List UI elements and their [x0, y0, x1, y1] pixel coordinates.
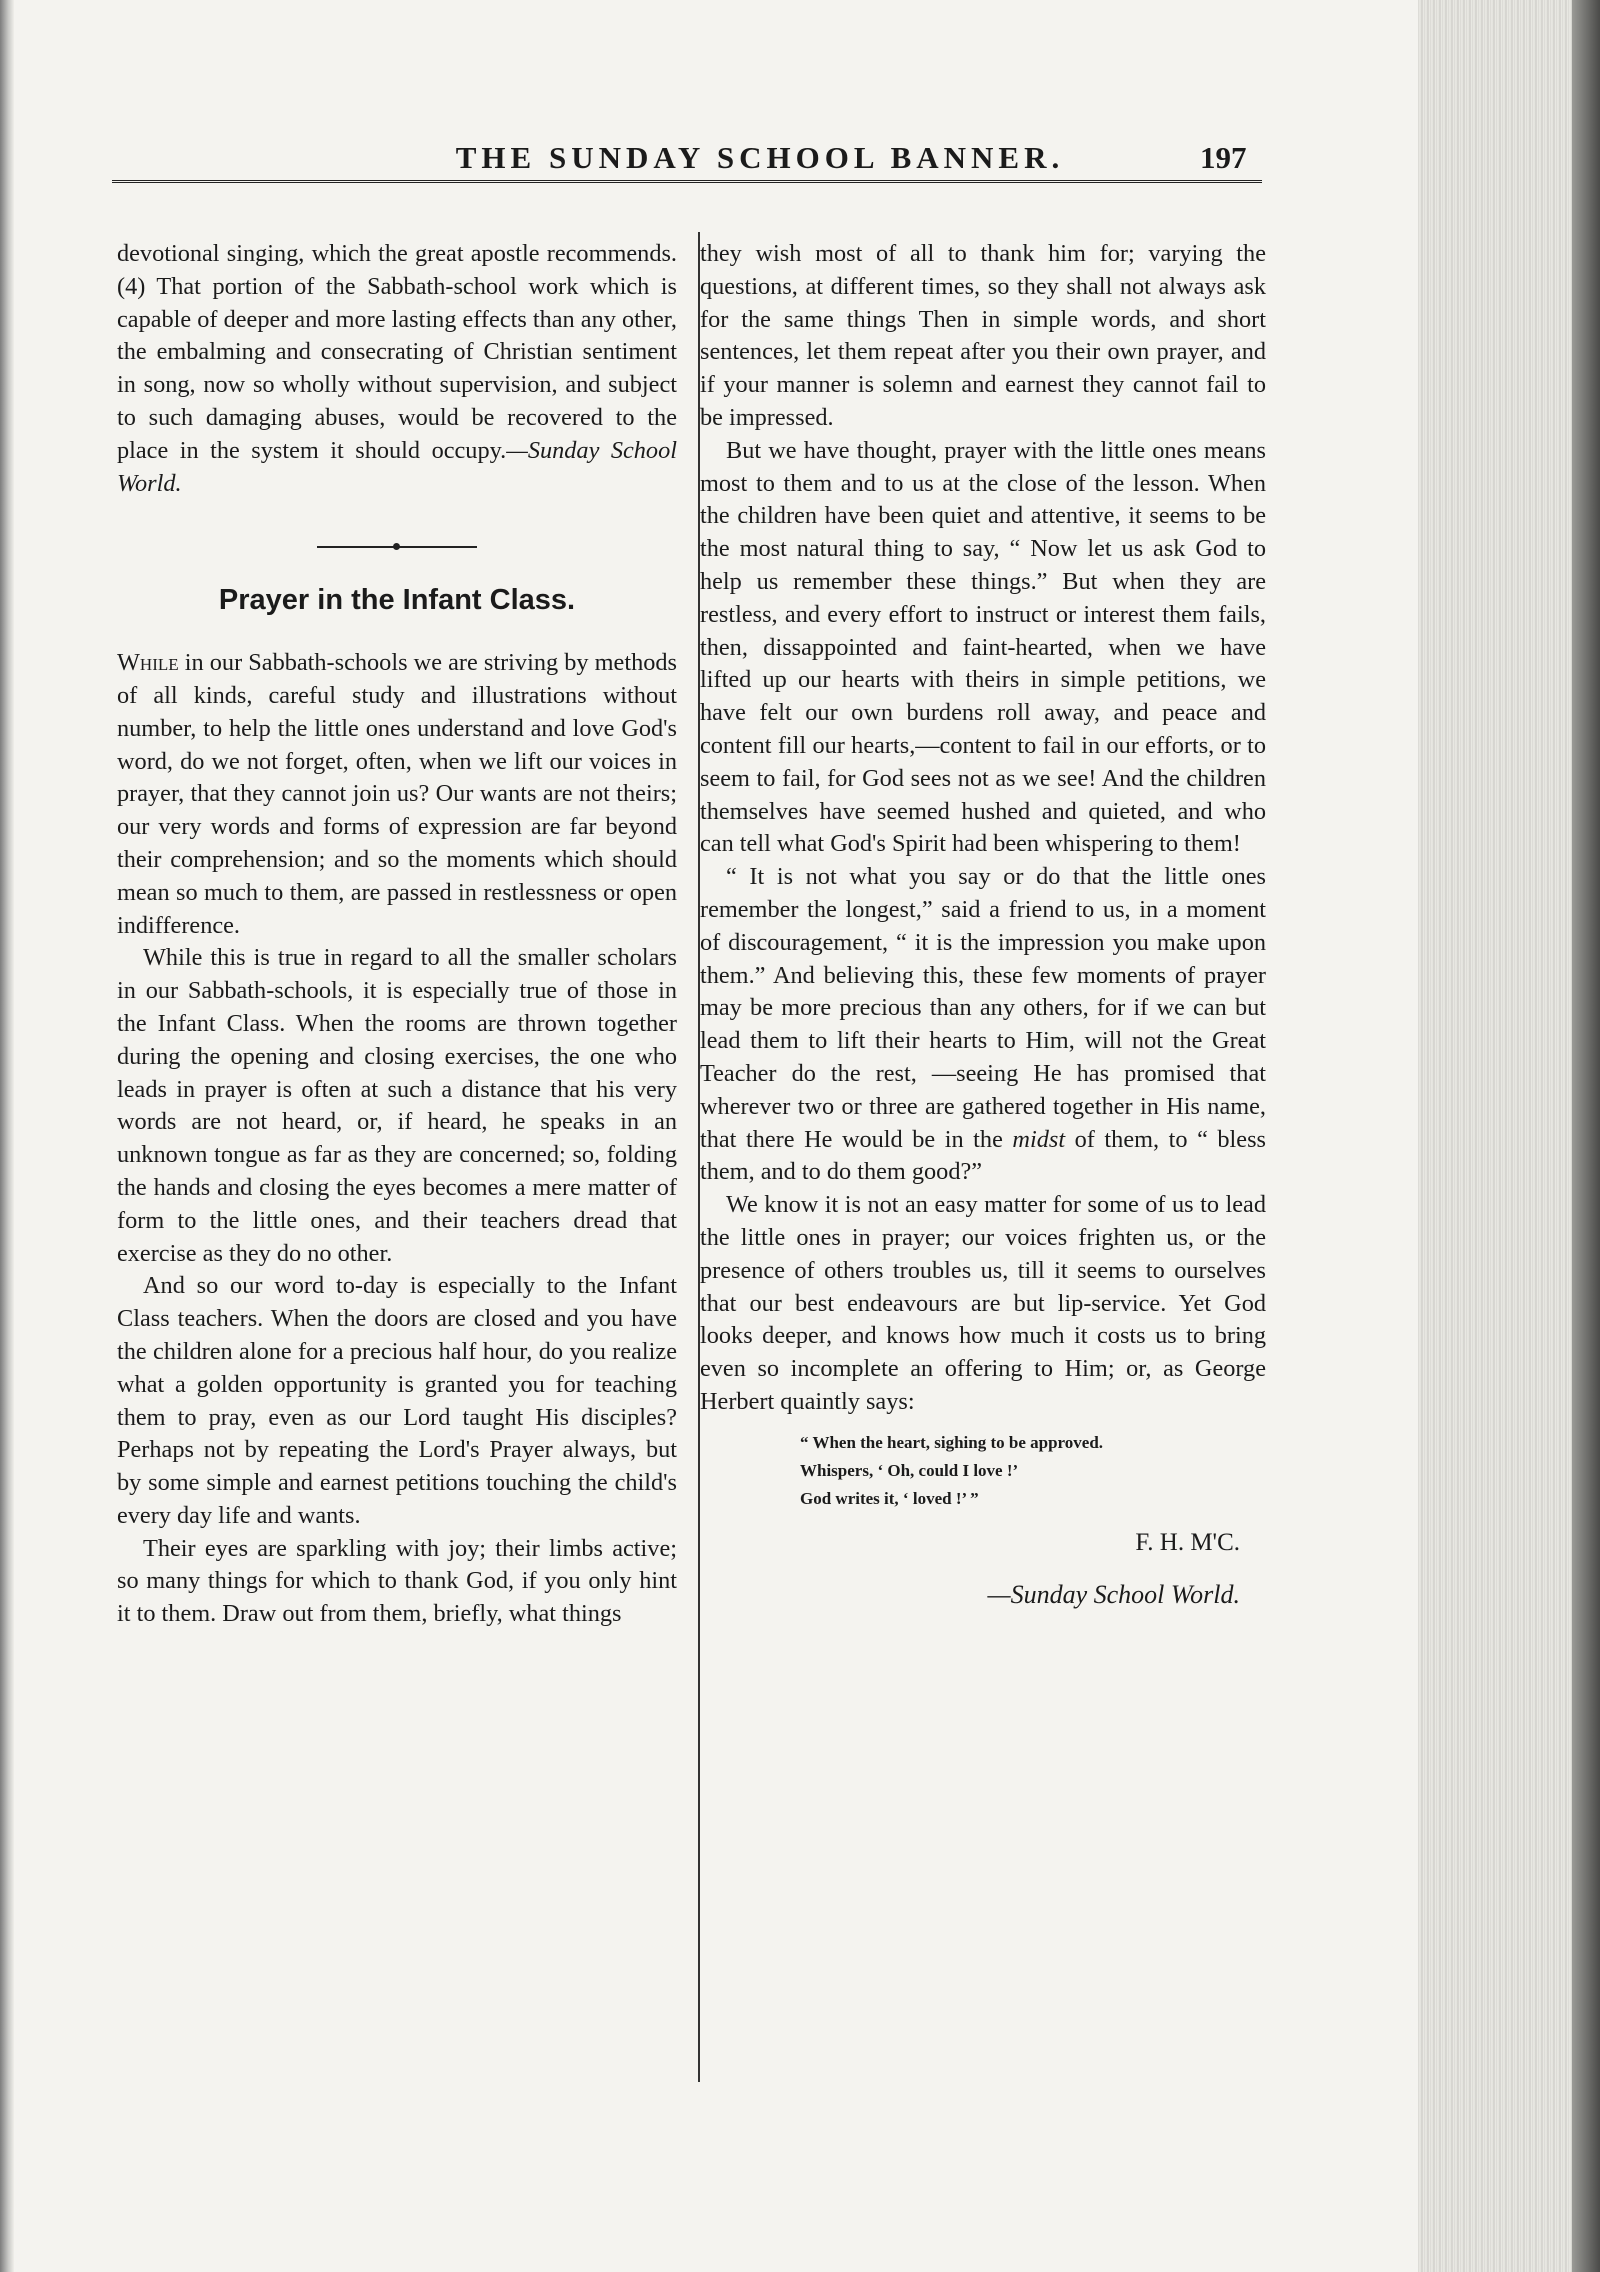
header-rule [112, 180, 1262, 183]
paragraph [700, 861, 1266, 1189]
left-column [117, 238, 677, 1631]
emphasis: midst [1012, 1125, 1066, 1153]
page-number: 197 [1200, 140, 1247, 175]
poem-quote [800, 1429, 1266, 1513]
paragraph-text: in our Sabbath-schools we are striving by methods of all kinds, careful study and illustrations without number, to help the little ones understand and love God's word, do we not forget, often, when we lift our voices in prayer, that they cannot join us? Our wants are not theirs; our very words and forms of expression are far beyond their comprehension; and so the moments which should mean so much to them, are passed in restlessness or open indifference. [117, 649, 677, 939]
running-title: THE SUNDAY SCHOOL BANNER. [455, 140, 1065, 175]
paragraph: We know it is not an easy matter for some of us to lead the little ones in prayer; our voices frighten us, or the presence of others troubles us, till it seems to ourselves that our best endeavours are but lip-service. Yet God looks deeper, and knows how much it costs us to bring even so incomplete an offering to Him; or, as George Herbert quaintly says: [700, 1191, 1266, 1415]
paragraph [117, 647, 677, 942]
paragraph-text: devotional singing, which the great apostle recommends. (4) That portion of the Sabbath-school work which is capable of deeper and more lasting effects than any other, the embalming and consecrating of Christian sentiment in song, now so wholly without supervision, and subject to such damaging abuses, would be recovered to the place in the system it should occupy. [117, 240, 677, 464]
paragraph: But we have thought, prayer with the little ones means most to them and to us at the close of the lesson. When the children have been quiet and attentive, it seems to be the most natural thing to say, “ Now let us ask God to help us remember these things.” But when they are restless, and every effort to instruct or interest them fails, then, dissappointed and faint-hearted, when we have lifted up our hearts with theirs in simple petitions, we have felt our own burdens roll away, and peace and content fill our hearts,—content to fail in our efforts, or to seem to fail, for God sees not as we see! And the children themselves have seemed hushed and quieted, and who can tell what God's Spirit had been whispering to them! [700, 436, 1266, 858]
paragraph-text: of them, to “ bless them, and to do them good?” [700, 1125, 1266, 1186]
right-column [700, 238, 1266, 1612]
paragraph: Their eyes are sparkling with joy; their limbs active; so many things for which to thank God, if you only hint it to them. Draw out from them, briefly, what things [117, 1534, 677, 1628]
source-credit: —Sunday School World. [117, 436, 677, 497]
section-divider [317, 546, 477, 548]
poem-line: God writes it, ‘ loved !’ ” [800, 1488, 979, 1508]
paragraph-text: “ It is not what you say or do that the little ones remember the longest,” said a friend to us, in a moment of discouragement, “ it is the impression you make upon them.” And believing this, these few moments of prayer may be more precious than any others, for if we can but lead them to lift their hearts to Him, will not the Great Teacher do the rest, —seeing He has promised that wherever two or three are gathered together in His name, that there He would be in the [700, 863, 1266, 1153]
section-title: Prayer in the Infant Class. [218, 584, 576, 617]
poem-line: “ When the heart, sighing to be approved. [800, 1432, 1104, 1452]
paragraph: While this is true in regard to all the smaller scholars in our Sabbath-schools, it is especially true of those in the Infant Class. When the rooms are thrown together during the opening and closing exercises, the one who leads in prayer is often at such a distance that his very words are not heard, or, if heard, he speaks in an unknown tongue as far as they are concerned; so, folding the hands and closing the eyes becomes a mere matter of form to the little ones, and their teachers dread that exercise as they do no other. [117, 944, 677, 1267]
source-credit: —Sunday School World. [987, 1580, 1240, 1610]
paragraph: And so our word to-day is especially to the Infant Class teachers. When the doors are closed and you have the children alone for a precious half hour, do you realize what a golden opportunity is granted you for teaching them to pray, even as our Lord taught His disciples? Perhaps not by repeating the Lord's Prayer always, but by some simple and earnest petitions touching the child's every day life and wants. [117, 1272, 677, 1529]
page-header [320, 140, 1260, 180]
author-signature: F. H. M'C. [1135, 1528, 1240, 1556]
poem-line: Whispers, ‘ Oh, could I love !’ [800, 1460, 1019, 1480]
paragraph: they wish most of all to thank him for; varying the questions, at different times, so they shall not always ask for the same things Then in simple words, and short sentences, let them repeat after you their own prayer, and if your manner is solemn and earnest they cannot fail to be impressed. [700, 240, 1266, 431]
lead-word: While [117, 649, 179, 677]
page-edges-block [1418, 0, 1600, 2272]
paragraph [117, 238, 677, 500]
page-gutter-shadow [0, 0, 14, 2272]
book-edge [1572, 0, 1600, 2272]
